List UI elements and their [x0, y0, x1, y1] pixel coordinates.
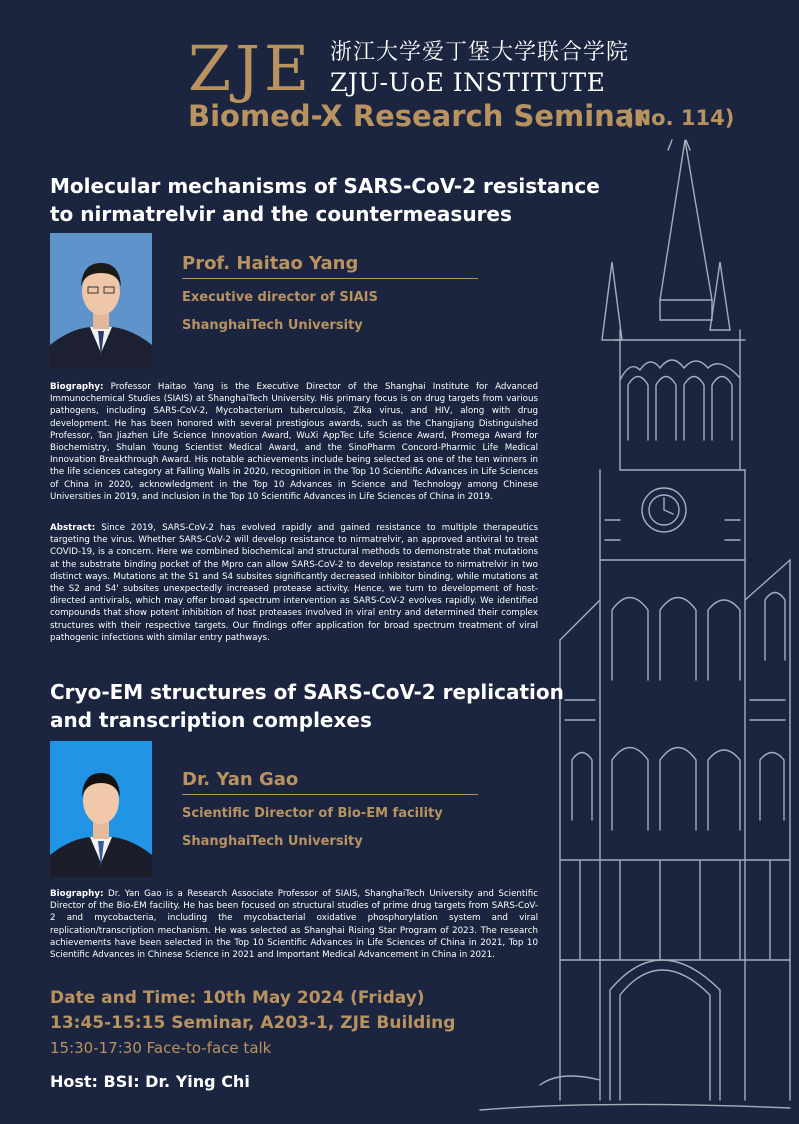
speaker-role: Executive director of SIAIS: [182, 290, 378, 305]
talk-title-line: Molecular mechanisms of SARS-CoV-2 resistance: [50, 174, 600, 198]
abstract-text: Since 2019, SARS-CoV-2 has evolved rapidly and gained resistance to multiple therapeutics targeting the virus. Whether SARS-CoV-2 will develop resistance to nirmatrelvir, an approved antiviral to treat COVID-19, is a concern. Here we combined biochemical and structural methods to demonstrate that mutations at the substrate binding pocket of the Mpro can allow SARS-CoV-2 to develop resistance to nirmatrelvir in two distinct ways. Mutations at the S1 and S4 subsites significantly decreased inhibitor binding, while mutations at the S2 and S4' subsites unexpectedly increased protease activity. Hence, we turn to development of host-directed antivirals, which may offer broad spectrum intervention as SARS-CoV-2 evolves rapidly. We identified compounds that show potent inhibition of host proteases involved in viral entry and determined their complex structures with their respective targets. Our findings offer application for broad spectrum treatment of viral pathogenic infections with similar entry pathways.: [50, 523, 538, 643]
abstract-label: Abstract:: [50, 523, 96, 533]
speaker-photo-yan-gao: [50, 741, 152, 877]
biography-text: Dr. Yan Gao is a Research Associate Professor of SIAIS, ShanghaiTech University and Scientific Director of the Bio-EM facility. He has been focused on structural studies of prime drug targets from SARS-CoV-2 and mycobacteria, including the mycobacterial oxidative phosphorylation system and viral replication/transcription mechanism. He was selected as Shanghai Rising Star Program of 2023. The research achievements have been selected in the Top 10 Scientific Advances in Life Sciences of China in 2021, Top 10 Scientific Advances in Chinese Science in 2021 and Important Medical Advancement in China in 2021.: [50, 889, 538, 961]
biography-2: [50, 888, 538, 961]
biography-label: Biography:: [50, 382, 104, 392]
biography-1: [50, 381, 538, 503]
speaker-info-1: [182, 252, 478, 335]
talk-title-line: Cryo-EM structures of SARS-CoV-2 replication: [50, 680, 564, 704]
event-schedule: [50, 986, 455, 1036]
event-host: Host: BSI: Dr. Ying Chi: [50, 1072, 250, 1091]
speaker-photo-haitao-yang: [50, 233, 152, 369]
speaker-affiliation: ShanghaiTech University: [182, 834, 363, 849]
seminar-number: (No. 114): [624, 106, 735, 130]
event-date-time: Date and Time: 10th May 2024 (Friday): [50, 988, 425, 1008]
speaker-role: Scientific Director of Bio-EM facility: [182, 806, 443, 821]
zje-logo: ZJE: [188, 32, 314, 105]
event-face-to-face-talk: 15:30-17:30 Face-to-face talk: [50, 1039, 272, 1057]
speaker-affiliation: ShanghaiTech University: [182, 318, 363, 333]
talk-title-2: [50, 678, 590, 734]
institute-english-name: ZJU-UoE INSTITUTE: [330, 68, 606, 97]
biography-text: Professor Haitao Yang is the Executive Director of the Shanghai Institute for Advanced Immunochemical Studies (SIAIS) at ShanghaiTech University. His primary focus is on drug targets from various pathogens, including SARS-CoV-2, Mycobacterium tuberculosis, Zika virus, and HIV, along with drug development. He has been honored with several prestigious awards, such as the Changjiang Distinguished Professor, Tan Jiazhen Life Science Innovation Award, WuXi AppTec Life Science Award, Promega Award for Biochemistry, Shulan Young Scientist Medical Award, and the SinoPharm Concord-Pharmic Life Medical Innovation Breakthrough Award. His notable achievements include being selected as one of the ten winners in the life sciences category at Falling Walls in 2020, recognition in the Top 10 Scientific Advances in Life Sciences of China in 2020, acknowledgment in the Top 10 Advances in Science and Technology among Chinese Universities in 2019, and inclusion in the Top 10 Scientific Advances in Life Sciences of China in 2019.: [50, 382, 538, 502]
speaker-info-2: [182, 768, 478, 851]
talk-title-line: to nirmatrelvir and the countermeasures: [50, 202, 512, 226]
biography-label: Biography:: [50, 889, 104, 899]
speaker-name: Dr. Yan Gao: [182, 768, 478, 795]
event-seminar-time-location: 13:45-15:15 Seminar, A203-1, ZJE Building: [50, 1013, 456, 1033]
seminar-series-title: Biomed-X Research Seminar: [188, 99, 649, 133]
institute-chinese-name: 浙江大学爱丁堡大学联合学院: [330, 40, 630, 65]
header: [188, 34, 748, 134]
talk-title-line: and transcription complexes: [50, 708, 372, 732]
abstract-1: [50, 522, 538, 644]
talk-title-1: [50, 172, 600, 228]
speaker-name: Prof. Haitao Yang: [182, 252, 478, 279]
